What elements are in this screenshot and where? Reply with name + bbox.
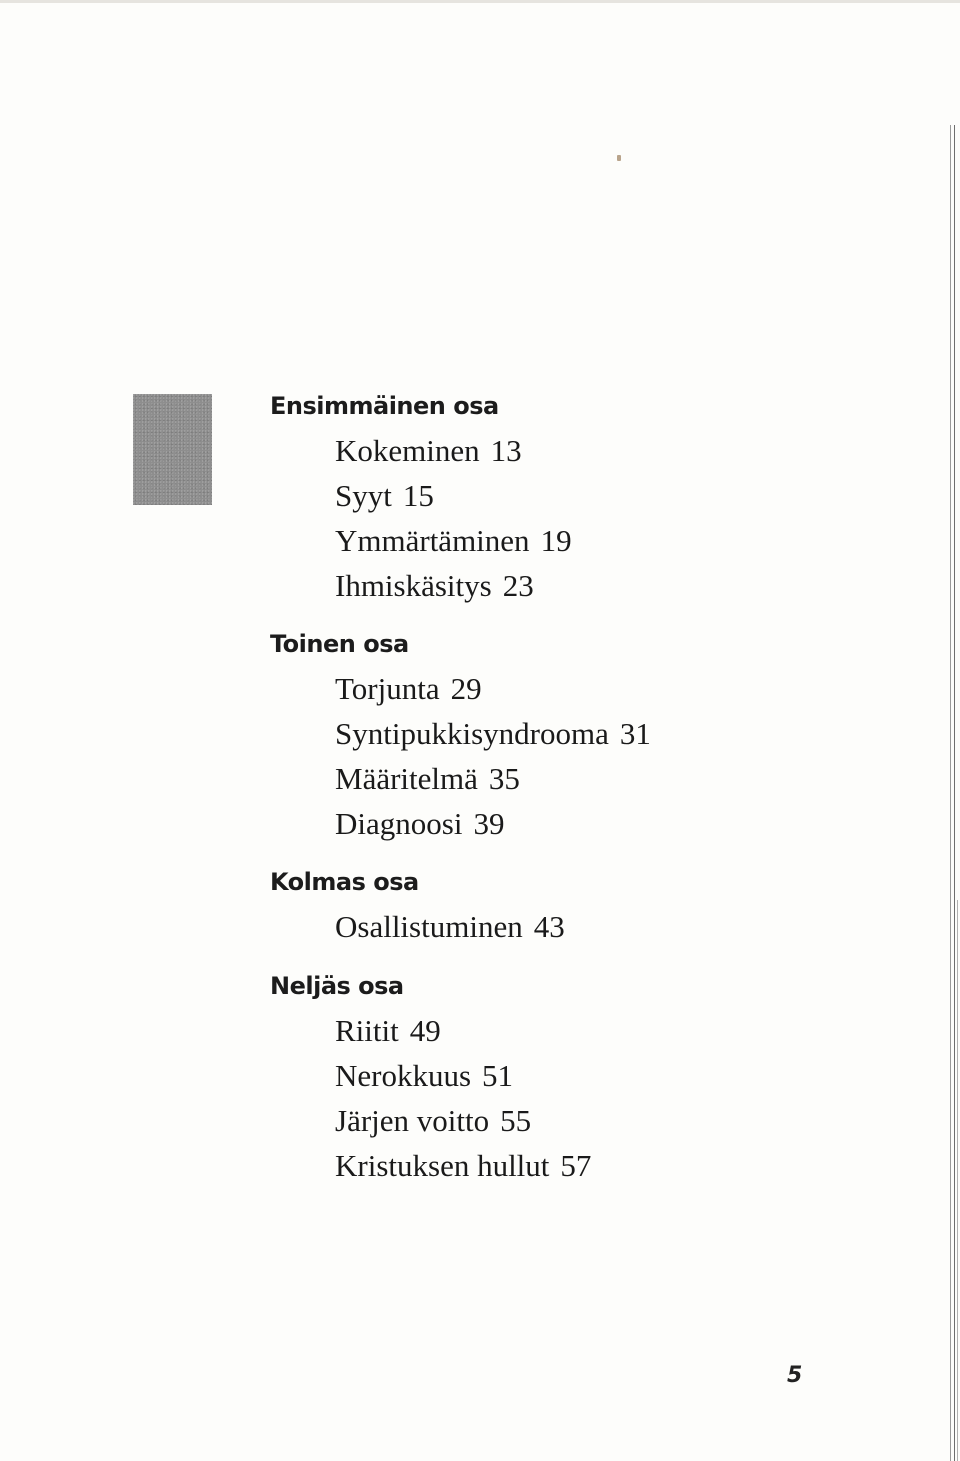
part-heading: Kolmas osa bbox=[270, 868, 419, 896]
entry-page: 55 bbox=[500, 1103, 532, 1138]
toc-entry[interactable] bbox=[335, 1148, 591, 1184]
entry-label: Riitit bbox=[335, 1013, 399, 1048]
decorative-gray-block bbox=[133, 394, 212, 505]
entry-label: Ihmiskäsitys bbox=[335, 568, 492, 603]
page-number: 5 bbox=[787, 1363, 803, 1388]
toc-entry[interactable] bbox=[335, 1013, 441, 1049]
page-edge-line bbox=[954, 125, 955, 1461]
page-edge-line bbox=[957, 900, 958, 1461]
page-edge-line bbox=[950, 125, 951, 1461]
entry-page: 29 bbox=[450, 671, 482, 706]
entry-page: 43 bbox=[533, 909, 565, 944]
entry-label: Osallistuminen bbox=[335, 909, 523, 944]
toc-entry[interactable] bbox=[335, 909, 565, 945]
entry-page: 19 bbox=[540, 523, 572, 558]
entry-label: Määritelmä bbox=[335, 761, 478, 796]
entry-label: Syntipukkisyndrooma bbox=[335, 716, 609, 751]
entry-page: 15 bbox=[402, 478, 434, 513]
entry-page: 51 bbox=[482, 1058, 514, 1093]
entry-page: 39 bbox=[473, 806, 505, 841]
toc-entry[interactable] bbox=[335, 671, 482, 707]
paper-speck bbox=[617, 155, 621, 161]
toc-entry[interactable] bbox=[335, 716, 651, 752]
entry-label: Torjunta bbox=[335, 671, 440, 706]
toc-entry[interactable] bbox=[335, 433, 522, 469]
entry-label: Järjen voitto bbox=[335, 1103, 490, 1138]
entry-label: Nerokkuus bbox=[335, 1058, 472, 1093]
part-heading: Toinen osa bbox=[270, 630, 409, 658]
toc-entry[interactable] bbox=[335, 1058, 513, 1094]
entry-label: Syyt bbox=[335, 478, 392, 513]
part-heading: Neljäs osa bbox=[270, 972, 404, 1000]
entry-page: 35 bbox=[488, 761, 520, 796]
entry-label: Ymmärtäminen bbox=[335, 523, 530, 558]
toc-entry[interactable] bbox=[335, 1103, 531, 1139]
entry-page: 31 bbox=[619, 716, 651, 751]
toc-entry[interactable] bbox=[335, 523, 572, 559]
part-heading: Ensimmäinen osa bbox=[270, 392, 499, 420]
entry-page: 49 bbox=[409, 1013, 441, 1048]
toc-entry[interactable] bbox=[335, 761, 520, 797]
entry-label: Kristuksen hullut bbox=[335, 1148, 550, 1183]
entry-page: 13 bbox=[490, 433, 522, 468]
toc-entry[interactable] bbox=[335, 478, 434, 514]
entry-label: Diagnoosi bbox=[335, 806, 463, 841]
toc-entry[interactable] bbox=[335, 806, 504, 842]
toc-entry[interactable] bbox=[335, 568, 534, 604]
entry-page: 57 bbox=[560, 1148, 592, 1183]
entry-page: 23 bbox=[502, 568, 534, 603]
entry-label: Kokeminen bbox=[335, 433, 480, 468]
page-top-edge bbox=[0, 0, 960, 3]
